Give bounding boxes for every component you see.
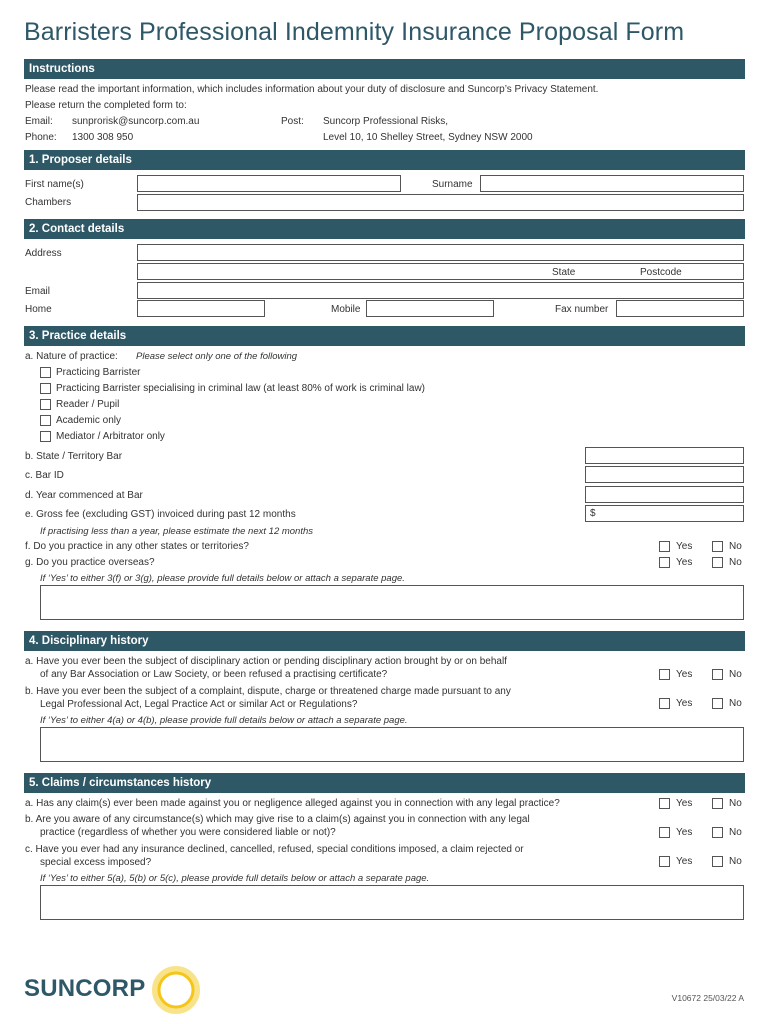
yes-label: Yes bbox=[676, 669, 693, 680]
home-label: Home bbox=[25, 304, 52, 315]
yes-label: Yes bbox=[676, 798, 693, 809]
surname-field[interactable] bbox=[480, 175, 744, 192]
fax-field[interactable] bbox=[616, 300, 744, 317]
email-label: Email: bbox=[25, 116, 53, 127]
year-commenced-field[interactable] bbox=[585, 486, 744, 503]
overseas-yes-checkbox[interactable] bbox=[659, 557, 670, 568]
year-commenced-label: d. Year commenced at Bar bbox=[25, 490, 143, 501]
post-line1: Suncorp Professional Risks, bbox=[323, 116, 449, 127]
claims-details-textarea[interactable] bbox=[40, 885, 744, 920]
option-reader-pupil-checkbox[interactable] bbox=[40, 399, 51, 410]
chambers-field[interactable] bbox=[137, 194, 744, 211]
bar-id-label: c. Bar ID bbox=[25, 470, 64, 481]
disciplinary-hint: If ‘Yes’ to either 4(a) or 4(b), please provide full details below or attach a separate page. bbox=[40, 715, 408, 726]
disciplinary-a-line2: of any Bar Association or Law Society, or been refused a practising certificate? bbox=[40, 669, 388, 680]
instructions-heading: Instructions bbox=[24, 59, 745, 79]
first-name-label: First name(s) bbox=[25, 179, 84, 190]
claims-heading: 5. Claims / circumstances history bbox=[24, 773, 745, 793]
disciplinary-b-line1: b. Have you ever been the subject of a complaint, dispute, charge or threatened charge made pursuant to any bbox=[25, 686, 511, 697]
option-mediator-checkbox[interactable] bbox=[40, 431, 51, 442]
yes-label: Yes bbox=[676, 827, 693, 838]
proposer-heading: 1. Proposer details bbox=[24, 150, 745, 170]
surname-label: Surname bbox=[432, 179, 473, 190]
other-states-no-checkbox[interactable] bbox=[712, 541, 723, 552]
disciplinary-b-yes-checkbox[interactable] bbox=[659, 698, 670, 709]
no-label: No bbox=[729, 541, 742, 552]
practice-heading: 3. Practice details bbox=[24, 326, 745, 346]
state-label: State bbox=[552, 267, 576, 278]
claims-b-yes-checkbox[interactable] bbox=[659, 827, 670, 838]
disciplinary-details-textarea[interactable] bbox=[40, 727, 744, 762]
practice-details-hint: If ‘Yes’ to either 3(f) or 3(g), please provide full details below or attach a separate page. bbox=[40, 573, 405, 584]
claims-c-line1: c. Have you ever had any insurance declined, cancelled, refused, special conditions imposed, a claim rejected or bbox=[25, 844, 524, 855]
home-phone-field[interactable] bbox=[137, 300, 265, 317]
no-label: No bbox=[729, 827, 742, 838]
address-field-line1[interactable] bbox=[137, 244, 744, 261]
gross-fee-label: e. Gross fee (excluding GST) invoiced during past 12 months bbox=[25, 509, 296, 520]
gross-fee-field[interactable] bbox=[585, 505, 744, 522]
claims-c-yes-checkbox[interactable] bbox=[659, 856, 670, 867]
option-label: Practicing Barrister bbox=[56, 367, 141, 378]
post-line2: Level 10, 10 Shelley Street, Sydney NSW 2000 bbox=[323, 132, 533, 143]
page-title: Barristers Professional Indemnity Insurance Proposal Form bbox=[24, 18, 685, 46]
no-label: No bbox=[729, 798, 742, 809]
no-label: No bbox=[729, 669, 742, 680]
first-name-field[interactable] bbox=[137, 175, 401, 192]
suncorp-logo-text: SUNCORP bbox=[24, 975, 146, 1002]
practice-details-textarea[interactable] bbox=[40, 585, 744, 620]
postcode-label: Postcode bbox=[640, 267, 682, 278]
no-label: No bbox=[729, 698, 742, 709]
state-bar-field[interactable] bbox=[585, 447, 744, 464]
no-label: No bbox=[729, 557, 742, 568]
bar-id-field[interactable] bbox=[585, 466, 744, 483]
nature-of-practice-hint: Please select only one of the following bbox=[136, 351, 298, 362]
currency-prefix: $ bbox=[590, 508, 596, 519]
version-code: V10672 25/03/22 A bbox=[671, 993, 744, 1003]
mobile-label: Mobile bbox=[331, 304, 361, 315]
claims-c-no-checkbox[interactable] bbox=[712, 856, 723, 867]
fax-label: Fax number bbox=[555, 304, 609, 315]
mobile-field[interactable] bbox=[366, 300, 494, 317]
disciplinary-heading: 4. Disciplinary history bbox=[24, 631, 745, 651]
no-label: No bbox=[729, 856, 742, 867]
yes-label: Yes bbox=[676, 557, 693, 568]
option-practicing-barrister-checkbox[interactable] bbox=[40, 367, 51, 378]
claims-a-yes-checkbox[interactable] bbox=[659, 798, 670, 809]
yes-label: Yes bbox=[676, 856, 693, 867]
disciplinary-b-line2: Legal Professional Act, Legal Practice Act or similar Act or Regulations? bbox=[40, 699, 358, 710]
contact-email-field[interactable] bbox=[137, 282, 744, 299]
address-label: Address bbox=[25, 248, 62, 259]
other-states-yes-checkbox[interactable] bbox=[659, 541, 670, 552]
sun-logo-icon bbox=[150, 964, 202, 1016]
claims-c-line2: special excess imposed? bbox=[40, 857, 152, 868]
claims-a-no-checkbox[interactable] bbox=[712, 798, 723, 809]
state-bar-label: b. State / Territory Bar bbox=[25, 451, 123, 462]
disciplinary-a-line1: a. Have you ever been the subject of disciplinary action or pending disciplinary action brought by or on behalf bbox=[25, 656, 507, 667]
claims-b-line2: practice (regardless of whether you were considered liable or not)? bbox=[40, 827, 336, 838]
contact-email-label: Email bbox=[25, 286, 51, 297]
phone-value: 1300 308 950 bbox=[72, 132, 134, 143]
claims-hint: If ‘Yes’ to either 5(a), 5(b) or 5(c), please provide full details below or attach a separate page. bbox=[40, 873, 430, 884]
option-label: Mediator / Arbitrator only bbox=[56, 431, 165, 442]
other-states-question: f. Do you practice in any other states or territories? bbox=[25, 541, 249, 552]
instructions-line1: Please read the important information, which includes information about your duty of disclosure and Suncorp’s Privacy Statement. bbox=[25, 84, 599, 95]
option-label: Academic only bbox=[56, 415, 122, 426]
disciplinary-a-yes-checkbox[interactable] bbox=[659, 669, 670, 680]
option-academic-checkbox[interactable] bbox=[40, 415, 51, 426]
option-criminal-law-checkbox[interactable] bbox=[40, 383, 51, 394]
option-label: Reader / Pupil bbox=[56, 399, 120, 410]
post-label: Post: bbox=[281, 116, 304, 127]
gross-fee-hint: If practising less than a year, please estimate the next 12 months bbox=[40, 526, 314, 537]
email-value: sunprorisk@suncorp.com.au bbox=[72, 116, 200, 127]
chambers-label: Chambers bbox=[25, 197, 72, 208]
claims-a: a. Has any claim(s) ever been made against you or negligence alleged against you in connection with any legal practice? bbox=[25, 798, 560, 809]
yes-label: Yes bbox=[676, 541, 693, 552]
yes-label: Yes bbox=[676, 698, 693, 709]
claims-b-line1: b. Are you aware of any circumstance(s) which may give rise to a claim(s) against you in connection with any legal bbox=[25, 814, 530, 825]
instructions-line2: Please return the completed form to: bbox=[25, 100, 187, 111]
overseas-no-checkbox[interactable] bbox=[712, 557, 723, 568]
claims-b-no-checkbox[interactable] bbox=[712, 827, 723, 838]
option-label: Practicing Barrister specialising in criminal law (at least 80% of work is criminal law) bbox=[56, 383, 426, 394]
nature-of-practice-label: a. Nature of practice: bbox=[25, 351, 118, 362]
disciplinary-b-no-checkbox[interactable] bbox=[712, 698, 723, 709]
disciplinary-a-no-checkbox[interactable] bbox=[712, 669, 723, 680]
contact-heading: 2. Contact details bbox=[24, 219, 745, 239]
overseas-question: g. Do you practice overseas? bbox=[25, 557, 155, 568]
phone-label: Phone: bbox=[25, 132, 57, 143]
